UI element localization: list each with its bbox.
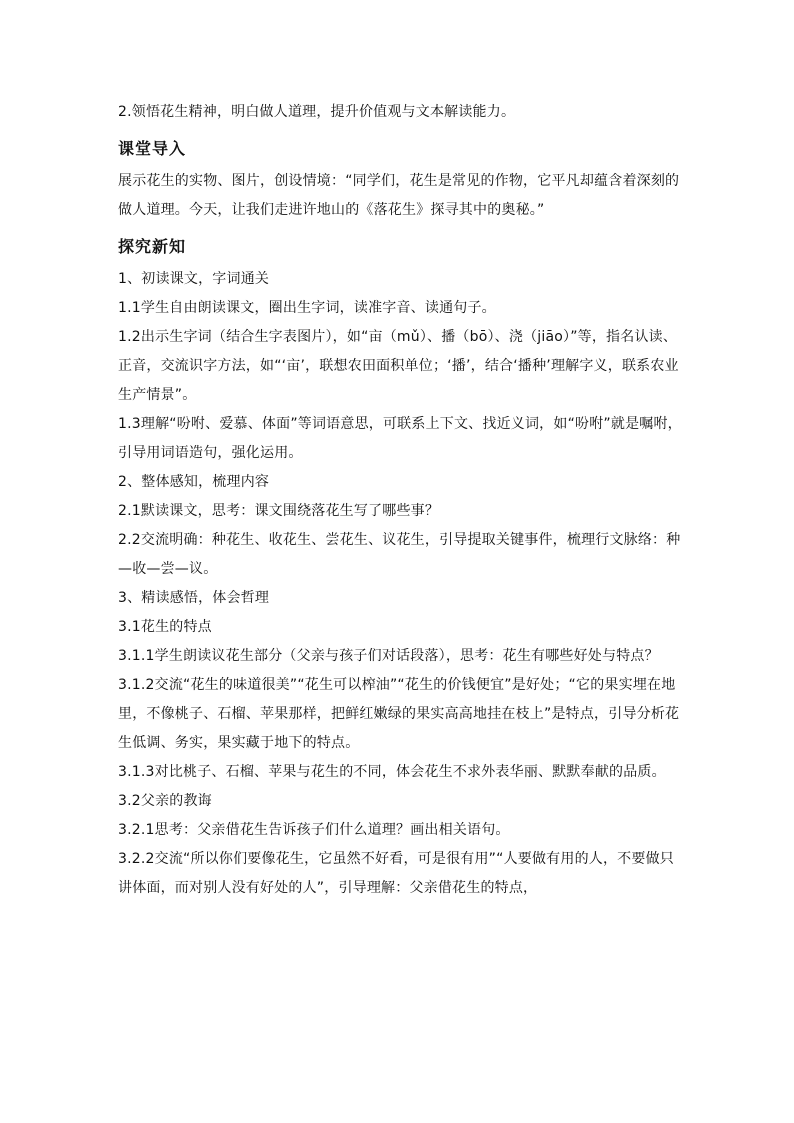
step-3-2-2: 3.2.2交流“所以你们要像花生，它虽然不好看，可是很有用”“人要做有用的人，不要做只讲体面，而对别人没有好处的人”，引导理解：父亲借花生的特点， <box>118 851 674 896</box>
step-2-2: 2.2交流明确：种花生、收花生、尝花生、议花生，引导提取关键事件，梳理行文脉络：种—收—尝—议。 <box>118 532 681 577</box>
step-1-1: 1.1学生自由朗读课文，圈出生字词，读准字音、读通句子。 <box>118 300 496 316</box>
step-1-2: 1.2出示生字词（结合生字表图片），如“亩（mǔ）、播（bō）、浇（jiāo）”等，指名认读、正音，交流识字方法，如“‘亩’，联想农田面积单位；‘播’，结合‘播种’理解字义，联系农业生产情景”。 <box>118 329 679 403</box>
objective-2: 2.领悟花生精神，明白做人道理，提升价值观与文本解读能力。 <box>118 104 516 120</box>
step-1-title: 1、初读课文，字词通关 <box>118 271 270 287</box>
intro-paragraph: 展示花生的实物、图片，创设情境：“同学们，花生是常见的作物，它平凡却蕴含着深刻的做人道理。今天，让我们走进许地山的《落花生》探寻其中的奥秘。” <box>118 173 680 218</box>
step-3-1-1: 3.1.1学生朗读议花生部分（父亲与孩子们对话段落），思考：花生有哪些好处与特点？ <box>118 648 659 664</box>
step-2-title: 2、整体感知，梳理内容 <box>118 474 270 490</box>
document-page <box>118 98 688 903</box>
section-heading-intro: 课堂导入 <box>118 139 187 158</box>
step-3-1-3: 3.1.3对比桃子、石榴、苹果与花生的不同，体会花生不求外表华丽、默默奉献的品质。 <box>118 764 666 780</box>
step-3-1: 3.1花生的特点 <box>118 619 212 635</box>
step-2-1: 2.1默读课文，思考：课文围绕落花生写了哪些事？ <box>118 503 440 519</box>
step-3-1-2: 3.1.2交流“花生的味道很美”“花生可以榨油”“花生的价钱便宜”是好处；“它的果实埋在地里，不像桃子、石榴、苹果那样，把鲜红嫩绿的果实高高地挂在枝上”是特点，引导分析花生低调、务实，果实藏于地下的特点。 <box>118 677 680 751</box>
step-1-3: 1.3理解“吩咐、爱慕、体面”等词语意思，可联系上下文、找近义词，如“吩咐”就是嘱咐，引导用词语造句，强化运用。 <box>118 416 682 461</box>
section-heading-explore: 探究新知 <box>118 237 187 256</box>
step-3-title: 3、精读感悟，体会哲理 <box>118 590 270 606</box>
step-3-2-1: 3.2.1思考：父亲借花生告诉孩子们什么道理？画出相关语句。 <box>118 822 510 838</box>
step-3-2: 3.2父亲的教诲 <box>118 793 212 809</box>
